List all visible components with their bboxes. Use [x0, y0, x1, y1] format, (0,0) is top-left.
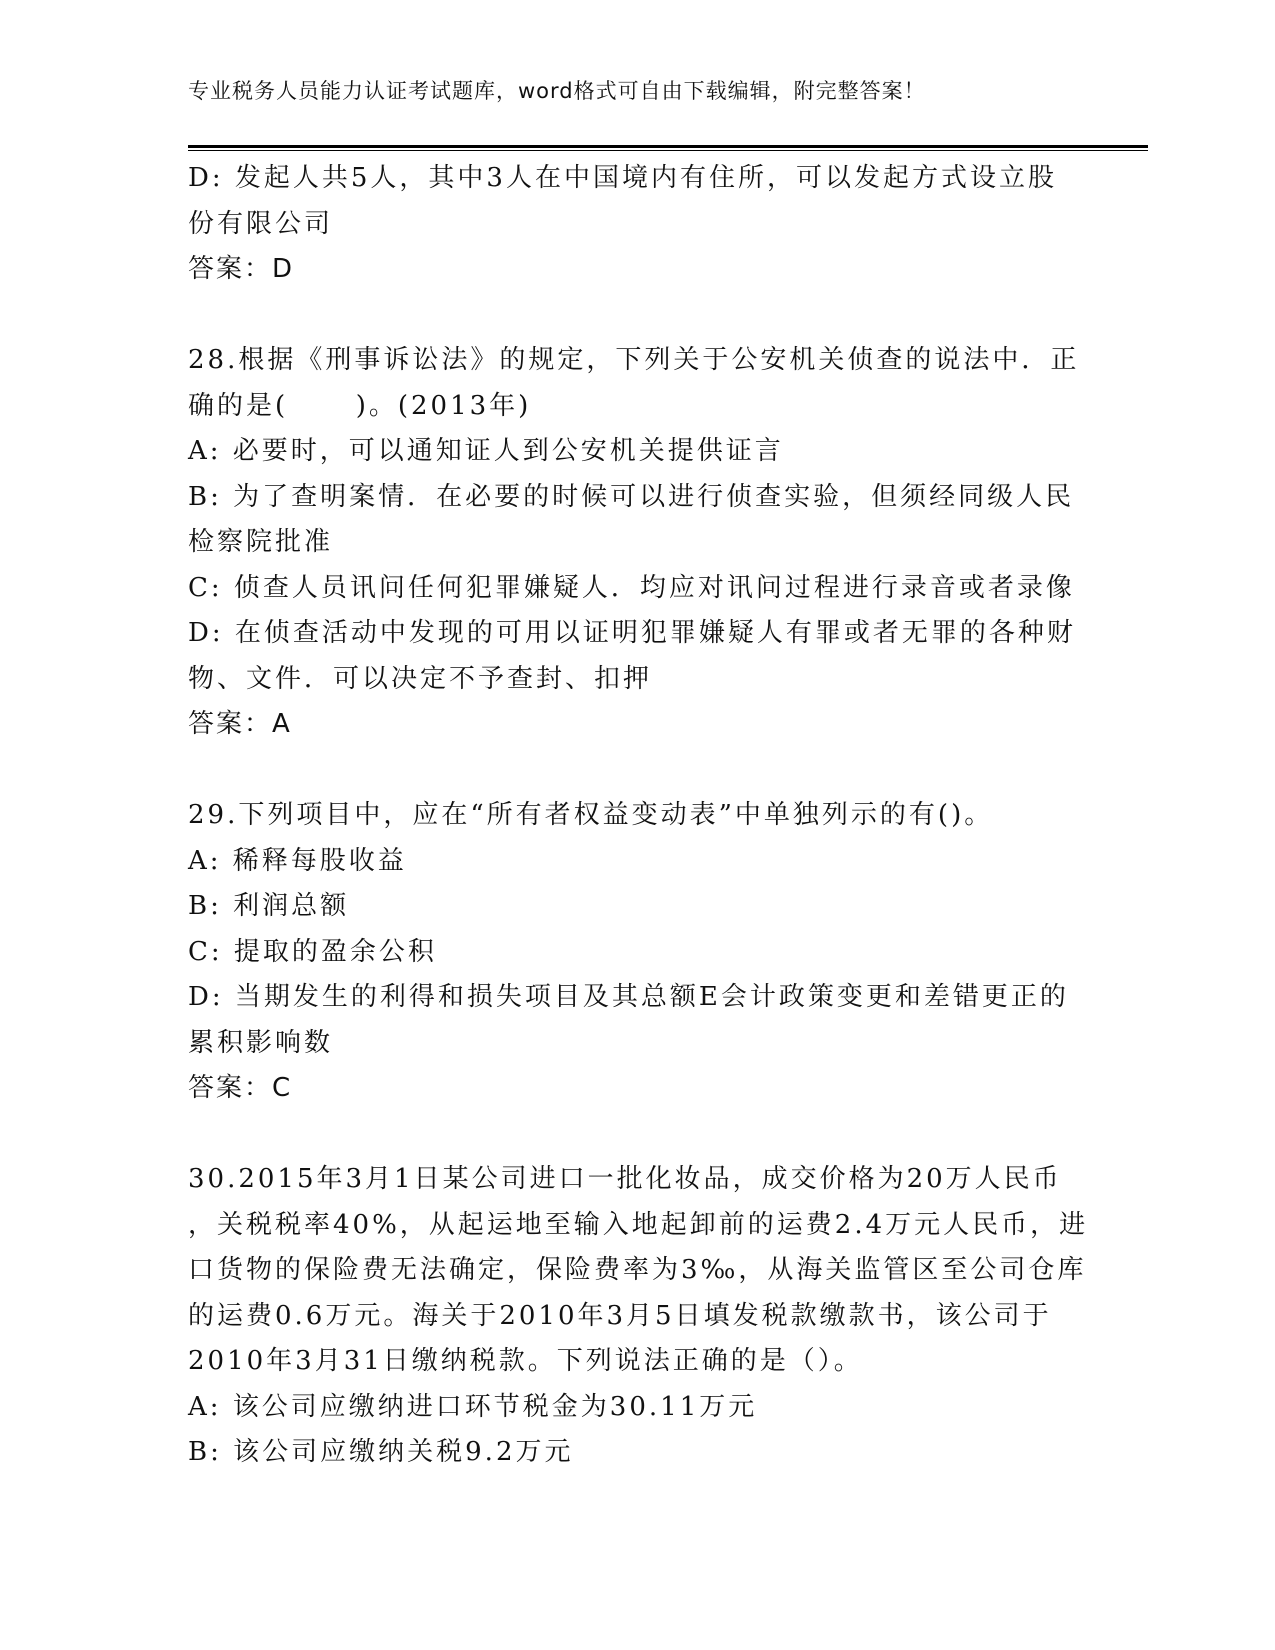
answer-line: 答案：D: [188, 254, 295, 284]
question-28: [188, 338, 1088, 748]
option-b: B: 利润总额: [188, 891, 350, 921]
question-stem: ，关税税率40%，从起运地至输入地起卸前的运费2.4万元人民币，进: [188, 1209, 1089, 1240]
option-c: C: 提取的盈余公积: [188, 936, 437, 967]
option-b: 检察院批准: [188, 527, 334, 557]
option-line: D: 发起人共5人，其中3人在中国境内有住所，可以发起方式设立股: [188, 163, 1057, 193]
option-d: 累积影响数: [188, 1027, 334, 1058]
option-d: D: 在侦查活动中发现的可用以证明犯罪嫌疑人有罪或者无罪的各种财: [188, 618, 1076, 648]
page-header: 专业税务人员能力认证考试题库，word格式可自由下载编辑，附完整答案！: [188, 79, 926, 103]
option-a: A: 稀释每股收益: [188, 845, 407, 876]
option-d: D: 当期发生的利得和损失项目及其总额E会计政策变更和差错更正的: [188, 982, 1069, 1012]
question-stem: 30.2015年3月1日某公司进口一批化妆品，成交价格为20万人民币: [188, 1164, 1062, 1194]
answer-line: 答案：C: [188, 1073, 293, 1103]
question-stem: 2010年3月31日缴纳税款。下列说法正确的是（）。: [188, 1346, 863, 1376]
option-d: 物、文件．可以决定不予查封、扣押: [188, 663, 653, 694]
question-stem: 口货物的保险费无法确定，保险费率为3‰，从海关监管区至公司仓库: [188, 1255, 1087, 1285]
answer-line: 答案：A: [188, 709, 292, 739]
option-a: A: 必要时，可以通知证人到公安机关提供证言: [188, 436, 784, 466]
option-b: B: 为了查明案情．在必要的时候可以进行侦查实验，但须经同级人民: [188, 481, 1075, 512]
option-b: B: 该公司应缴纳关税9.2万元: [188, 1437, 574, 1467]
option-a: A: 该公司应缴纳进口环节税金为30.11万元: [188, 1391, 758, 1422]
question-29: [188, 793, 1088, 1112]
question-30: [188, 1157, 1088, 1476]
question-stem: 29.下列项目中，应在“所有者权益变动表”中单独列示的有()。: [188, 800, 994, 830]
question-27-tail: [188, 156, 1088, 293]
option-line: 份有限公司: [188, 208, 334, 239]
document-body: [188, 156, 1088, 1476]
question-stem: 28.根据《刑事诉讼法》的规定，下列关于公安机关侦查的说法中．正: [188, 345, 1080, 375]
option-c: C: 侦查人员讯问任何犯罪嫌疑人．均应对讯问过程进行录音或者录像: [188, 572, 1075, 603]
header-divider: [188, 145, 1148, 151]
question-stem: 的运费0.6万元。海关于2010年3月5日填发税款缴款书，该公司于: [188, 1300, 1052, 1331]
question-stem: 确的是( )。(2013年): [188, 390, 532, 421]
